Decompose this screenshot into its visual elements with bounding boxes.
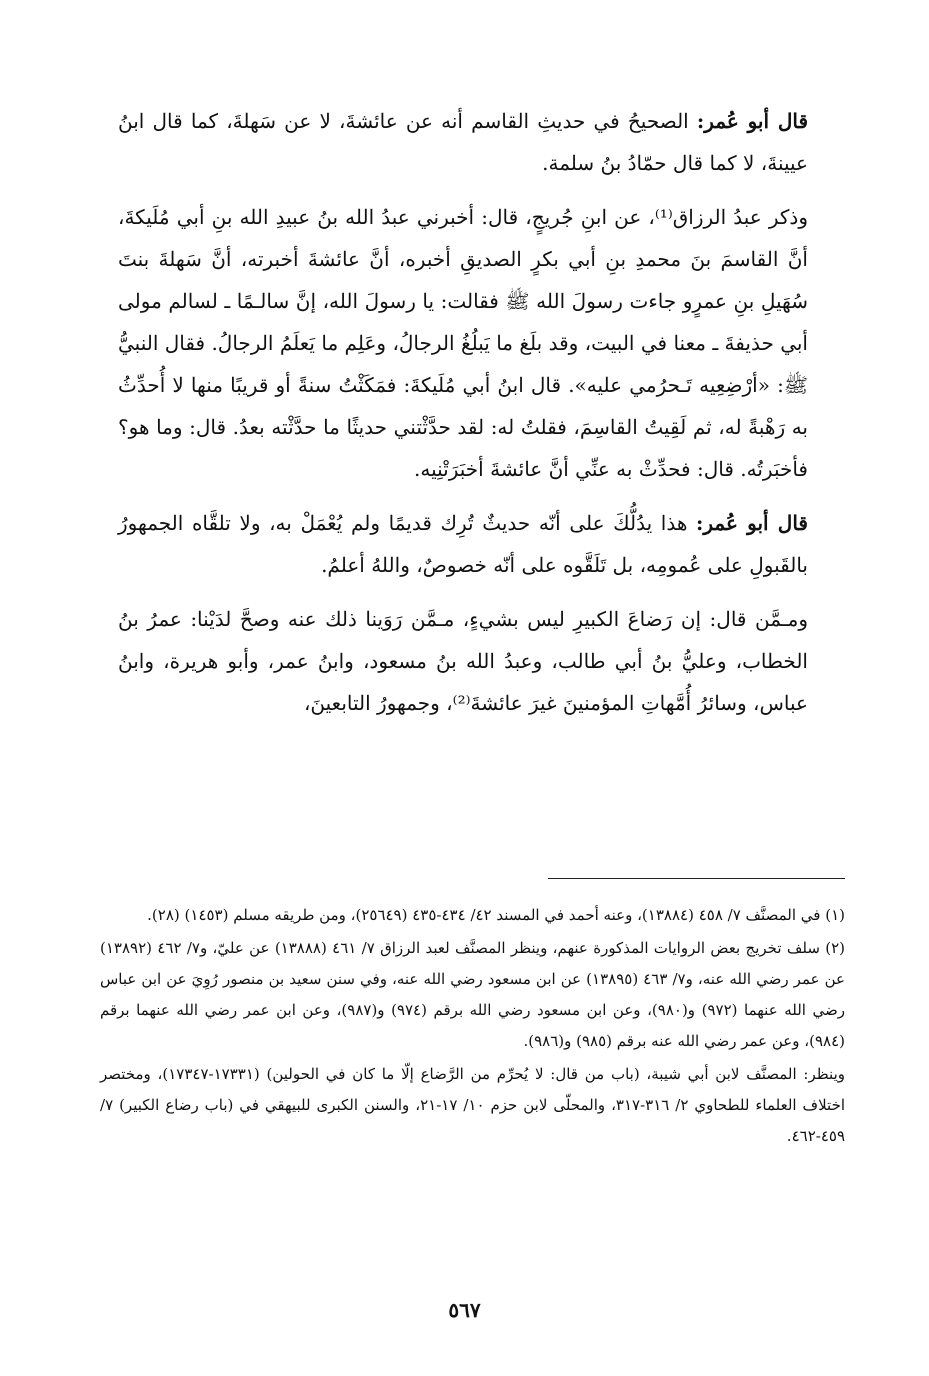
paragraph-3	[118, 502, 808, 586]
footnote-1: (١) في المصنَّف ٧/ ٤٥٨ (١٣٨٨٤)، وعنه أحمد في المسند ٤٢/ ٤٣٤-٤٣٥ (٢٥٦٤٩)، ومن طريقه مسلم (١٤٥٣) (٢٨).	[147, 906, 845, 924]
paragraph-2	[118, 196, 808, 490]
footnote-2: (٢) سلف تخريج بعض الروايات المذكورة عنهم، وينظر المصنَّف لعبد الرزاق ٧/ ٤٦١ (١٣٨٨٨) عن عليّ، و٧/ ٤٦٢ (١٣٨٩٢) عن عمر رضي الله عنه، و٧/ ٤٦٣ (١٣٨٩٥) عن ابن مسعود رضي الله عنه، وفي سنن سعيد بن منصور رُوِيَ عن ابن عباس رضي الله عنهما (٩٧٢) و(٩٨٠)، وعن ابن مسعود رضي الله برقم (٩٧٤) و(٩٨٧)، وعن ابن عمر رضي الله عنهما برقم (٩٨٤)، وعن عمر رضي الله عنه برقم (٩٨٥) و(٩٨٦).	[100, 939, 846, 1050]
footnotes	[100, 900, 845, 1154]
main-text	[118, 100, 808, 736]
paragraph-1	[118, 100, 808, 184]
page-number: ٥٦٧	[448, 1298, 481, 1322]
paragraph-text: هذا يدُلُّكَ على أنّه حديثٌ تُرِك قديمًا ولم يُعْمَلْ به، ولا تلقَّاه الجمهورُ بالقَبولِ على عُمومِه، بل تَلَقَّوه على أنّه خصوصٌ، واللهُ أعلمُ.	[118, 511, 808, 577]
paragraph-text: الصحيحُ في حديثِ القاسم أنه عن عائشةَ، لا عن سَهلةَ، كما قال ابنُ عيينةَ، لا كما قال حمّادُ بنُ سلمة.	[118, 109, 808, 175]
paragraph-text: ومـمَّن قال: إن رَضاعَ الكبيرِ ليس بشيءٍ، مـمَّن رَوَينا ذلك عنه وصحَّ لدَيْنا: عمرُ بنُ الخطاب، وعليُّ بنُ أبي طالب، وعبدُ الله بنُ مسعود، وابنُ عمر، وأبو هريرة، وابنُ عباس، وسائرُ أُمَّهاتِ المؤمنينَ غيرَ عائشةَ⁽²⁾، وجمهورُ التابعينَ،	[118, 607, 808, 715]
speaker-label: قال أبو عُمر:	[696, 109, 809, 133]
paragraph-4	[118, 598, 808, 724]
footnote-separator	[548, 878, 845, 879]
footnote-2-continued: وينظر: المصنَّف لابن أبي شيبة، (باب من قال: لا يُحرِّم من الرَّضاع إلّا ما كان في الحولين) (١٧٣٣١-١٧٣٤٧)، ومختصر اختلاف العلماء للطحاوي ٢/ ٣١٦-٣١٧، والمحلّى لابن حزم ١٠/ ١٧-٢١، والسنن الكبرى للبيهقي في (باب رضاع الكبير) ٧/ ٤٥٩-٤٦٢.	[100, 1065, 846, 1145]
paragraph-text: وذكر عبدُ الرزاق⁽¹⁾، عن ابنِ جُريجٍ، قال: أخبرني عبدُ الله بنُ عبيدِ الله بنِ أبي مُلَيكةَ، أنَّ القاسمَ بنَ محمدِ بنِ أبي بكرٍ الصديقِ أخبره، أنَّ عائشةَ أخبرته، أنَّ سَهلةَ بنتَ سُهَيلِ بنِ عمرٍو جاءت رسولَ الله ﷺ فقالت: يا رسولَ الله، إنَّ سالـمًا ـ لسالم مولى أبي حذيفةَ ـ معنا في البيت، وقد بلَغ ما يَبلُغُ الرجالُ، وعَلِم ما يَعلَمُ الرجالُ. فقال النبيُّ ﷺ: «أرْضِعِيه تَـحرُمي عليه». قال ابنُ أبي مُلَيكةَ: فمَكَثْتُ سنةً أو قريبًا منها لا أُحدِّثُ به رَهْبةً له، ثم لَقِيتُ القاسِمَ، فقلتُ له: لقد حدَّثْتني حديثًا ما حدَّثْته بعدُ. قال: وما هو؟ فأخبَرتُه. قال: فحدِّثْ به عنِّي أنَّ عائشةَ أخبَرَتْنِيه.	[118, 205, 808, 481]
speaker-label: قال أبو عُمر:	[696, 511, 808, 535]
